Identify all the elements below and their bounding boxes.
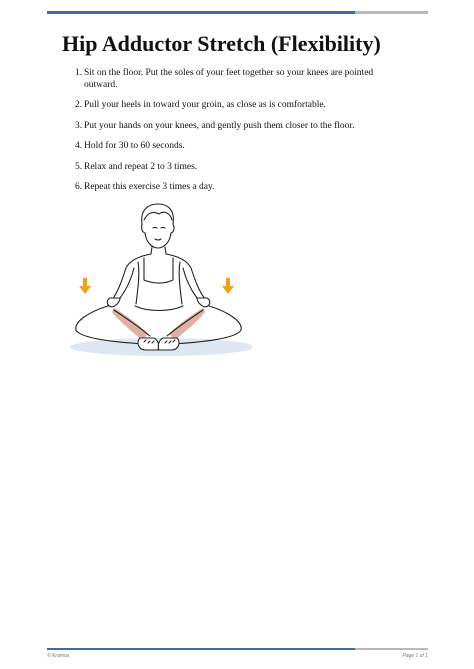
- list-item: [62, 121, 402, 133]
- right-foot: [158, 338, 179, 350]
- left-inner-thigh: [114, 310, 150, 336]
- step-number: 2.: [75, 100, 83, 110]
- left-inner-arm: [120, 268, 134, 298]
- step-number: 5.: [75, 161, 83, 172]
- instruction-list: [62, 68, 402, 203]
- right-inner-thigh: [167, 310, 203, 336]
- left-hand: [107, 298, 120, 307]
- step-text: Hold for 30 to 60 seconds.: [84, 141, 185, 151]
- step-number: 1.: [75, 68, 83, 78]
- right-hand: [197, 298, 210, 307]
- stretch-illustration: [62, 202, 252, 362]
- left-push-arrow-icon: [79, 278, 91, 294]
- right-push-arrow-icon: [222, 278, 234, 294]
- footer-rule-grey: [355, 648, 428, 650]
- header-rule-blue: [47, 11, 355, 14]
- header-rule-grey: [355, 11, 428, 14]
- list-item: [62, 162, 402, 174]
- waist: [135, 306, 183, 311]
- step-number: 6.: [75, 182, 83, 192]
- header-rule: [47, 11, 428, 14]
- right-inner-arm: [183, 268, 197, 298]
- footer-rule: [47, 648, 428, 650]
- step-text: Put your hands on your knees, and gently push them closer to the floor.: [84, 120, 355, 131]
- step-number: 4.: [75, 141, 83, 151]
- step-text: Relax and repeat 2 to 3 times.: [84, 161, 198, 172]
- head: [142, 204, 174, 248]
- list-item: [62, 141, 402, 153]
- push-arrows: [79, 278, 234, 294]
- step-text: Pull your heels in toward your groin, as close as is comfortable.: [84, 100, 326, 110]
- footer-copyright: © Kramos: [47, 653, 70, 659]
- page-title: Hip Adductor Stretch (Flexibility): [62, 31, 381, 56]
- tank-top: [144, 258, 173, 283]
- step-number: 3.: [75, 120, 83, 131]
- step-text: Repeat this exercise 3 times a day.: [84, 182, 215, 192]
- left-foot: [138, 338, 159, 350]
- footer-page-number: Page 1 of 1: [402, 653, 428, 659]
- step-text: Sit on the floor. Put the soles of your feet together so your knees are pointed outward.: [84, 68, 374, 90]
- list-item: [62, 182, 402, 194]
- footer-rule-blue: [47, 648, 355, 650]
- list-item: [62, 100, 402, 112]
- list-item: [62, 68, 402, 91]
